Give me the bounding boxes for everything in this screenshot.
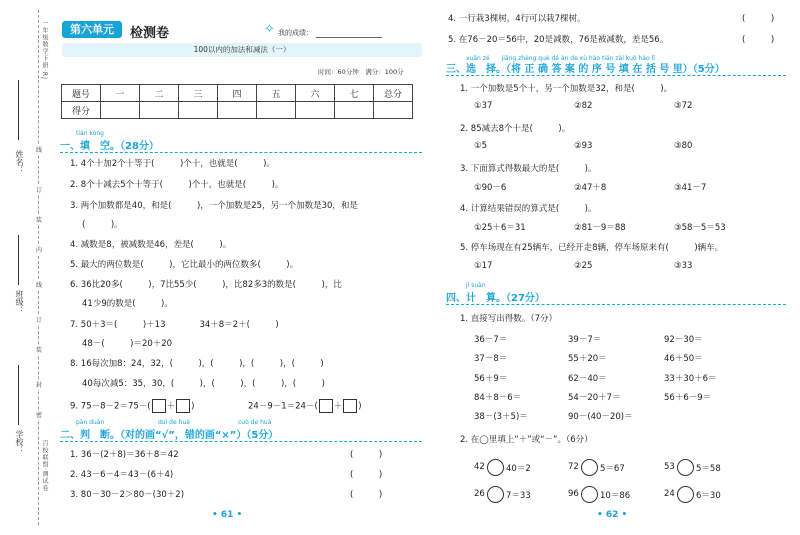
section-divider xyxy=(60,441,422,442)
score-input-cell[interactable] xyxy=(101,102,140,119)
fill-question-9a: 9. 75－8－2＝75－( ＋ ) xyxy=(70,399,194,413)
fill-question-3-cont: ( )。 xyxy=(82,220,123,230)
my-score-label: 我的成绩： xyxy=(278,29,313,37)
calc-item: 62－40＝ xyxy=(568,374,607,384)
choose-option[interactable]: ①25＋6＝31 xyxy=(474,223,526,233)
score-table-header-row xyxy=(62,85,413,102)
circle-left: 24 xyxy=(664,489,675,499)
choose-option[interactable]: ②25 xyxy=(574,261,593,271)
cut-char: 装 xyxy=(36,217,43,224)
cut-char: 密 xyxy=(36,412,43,419)
score-cell: 题号 xyxy=(62,85,101,102)
cut-char: 线 xyxy=(36,147,43,154)
judge-question-2: 2. 43－6－4＝43－(6＋4) xyxy=(70,470,174,480)
choose-option[interactable]: ①5 xyxy=(474,141,488,151)
fill-question-2: 2. 8个十减去5个十等于( )个十，也就是( )。 xyxy=(70,180,284,190)
score-cell: 二 xyxy=(140,85,179,102)
section-title-choose: 三、选 择。（将 正 确 答 案 的 序 号 填 在 括 号 里）（5分） xyxy=(446,64,725,75)
answer-box[interactable] xyxy=(343,399,357,413)
unit-badge: 第六单元 xyxy=(62,21,122,38)
score-input-cell[interactable] xyxy=(257,102,296,119)
section-pinyin: duì de huà xyxy=(158,419,190,426)
fill-question-7: 7. 50＋3＝( )＋13 34＋8＝2＋( ) xyxy=(70,320,279,330)
score-input-cell[interactable] xyxy=(179,102,218,119)
fill-question-9b-text: 24－9－1＝24－( xyxy=(248,401,318,412)
section-pinyin: xuǎn zé jiāng zhèng què dá àn de xù hào tián zài kuò hào lǐ xyxy=(466,55,655,62)
judge-answer-4[interactable]: ( ) xyxy=(742,14,775,24)
choose-question-5: 5. 停车场现在有25辆车，已经开走8辆，停车场原来有( )辆车。 xyxy=(460,243,724,253)
circle-right: 7＝33 xyxy=(506,491,531,501)
page-title: 检测卷 xyxy=(130,26,170,41)
fill-question-6-cont: 41少9的数是( )。 xyxy=(82,299,173,309)
choose-option[interactable]: ③33 xyxy=(674,261,693,271)
section-pinyin: pàn duàn xyxy=(76,419,105,426)
calc-item: 90－(40－20)＝ xyxy=(568,412,633,422)
section-divider xyxy=(446,75,786,76)
fill-question-8-cont: 40每次减5：35，30，( )，( )，( )，( ) xyxy=(82,379,325,389)
section-divider xyxy=(446,304,786,305)
score-cell: 六 xyxy=(296,85,335,102)
answer-box[interactable] xyxy=(176,399,190,413)
score-cell: 一 xyxy=(101,85,140,102)
answer-box[interactable] xyxy=(152,399,166,413)
circle-right: 5＝58 xyxy=(696,464,721,474)
score-cell: 三 xyxy=(179,85,218,102)
cut-char: 内 xyxy=(36,247,43,254)
circle-right: 6＝30 xyxy=(696,491,721,501)
answer-box[interactable] xyxy=(319,399,333,413)
choose-option[interactable]: ①17 xyxy=(474,261,493,271)
judge-answer-5[interactable]: ( ) xyxy=(742,35,775,45)
fill-question-4: 4. 减数是8，被减数是46，差是( )。 xyxy=(70,240,232,250)
score-input-cell[interactable] xyxy=(218,102,257,119)
operator-circle[interactable] xyxy=(581,459,598,476)
section-divider xyxy=(60,152,422,153)
binding-sidebar xyxy=(0,0,48,535)
operator-circle[interactable] xyxy=(677,486,694,503)
score-input-cell[interactable] xyxy=(296,102,335,119)
choose-option[interactable]: ②47＋8 xyxy=(574,183,607,193)
score-input-cell[interactable] xyxy=(140,102,179,119)
circle-left: 53 xyxy=(664,462,675,472)
section-pinyin: tián kòng xyxy=(76,130,104,137)
name-label: 姓名： xyxy=(15,150,24,174)
score-input-cell[interactable] xyxy=(335,102,374,119)
calc-item: 92－30＝ xyxy=(664,335,703,345)
circle-right: 5＝67 xyxy=(600,464,625,474)
judge-answer-2[interactable]: ( ) xyxy=(350,470,383,480)
score-input-cell[interactable] xyxy=(374,102,413,119)
score-cell: 五 xyxy=(257,85,296,102)
calc-item: 39－7＝ xyxy=(568,335,602,345)
calc-item: 33＋30＋6＝ xyxy=(664,374,717,384)
calc-item: 38－(3＋5)＝ xyxy=(474,412,528,422)
class-line xyxy=(18,235,19,285)
calc-item: 54－20＋7＝ xyxy=(568,393,621,403)
judge-question-1: 1. 36－(2＋8)＝36＋8＝42 xyxy=(70,450,179,460)
school-line xyxy=(18,365,19,425)
circle-right: 40＝2 xyxy=(506,464,531,474)
section-pinyin: jì suàn xyxy=(466,282,486,289)
star-icon: ✧ xyxy=(264,22,275,37)
operator-circle[interactable] xyxy=(581,486,598,503)
calc-item: 56＋6－9＝ xyxy=(664,393,712,403)
choose-option[interactable]: ③80 xyxy=(674,141,693,151)
fill-question-3: 3. 两个加数都是40，和是( )，一个加数是25，另一个加数是30，和是 xyxy=(70,201,358,211)
school-label: 学校： xyxy=(15,430,24,454)
judge-answer-1[interactable]: ( ) xyxy=(350,450,383,460)
score-cell: 四 xyxy=(218,85,257,102)
fill-question-1: 1. 4个十加2个十等于( )个十，也就是( )。 xyxy=(70,159,275,169)
calc-item: 55＋20＝ xyxy=(568,354,607,364)
judge-answer-3[interactable]: ( ) xyxy=(350,490,383,500)
direct-calc-title: 1. 直接写出得数。（7分） xyxy=(460,314,557,324)
calc-item: 84＋8－6＝ xyxy=(474,393,522,403)
cut-char: 订 xyxy=(36,317,43,324)
score-table-score-row xyxy=(62,102,413,119)
calc-item: 46＋50＝ xyxy=(664,354,703,364)
calc-item: 37－8＝ xyxy=(474,354,508,364)
choose-option[interactable]: ①37 xyxy=(474,101,493,111)
choose-option[interactable]: ②82 xyxy=(574,101,593,111)
fill-question-8: 8. 16每次加8：24，32，( )，( )，( )，( ) xyxy=(70,359,324,369)
time-score-meta: 时间：60分钟 满分：100分 xyxy=(318,68,404,76)
circle-left: 42 xyxy=(474,462,485,472)
choose-option[interactable]: ①90－6 xyxy=(474,183,507,193)
choose-option[interactable]: ②81－9＝88 xyxy=(574,223,626,233)
school-strip: 百校联盟·测试卷 xyxy=(41,440,48,492)
cut-char: 封 xyxy=(36,382,43,389)
operator-circle[interactable] xyxy=(677,459,694,476)
circle-right: 10＝86 xyxy=(600,491,631,501)
score-table xyxy=(61,84,413,119)
name-line xyxy=(18,80,19,140)
fill-question-6: 6. 36比20多( )，7比55少( )，比82多3的数是( )，比 xyxy=(70,280,342,290)
operator-circle[interactable] xyxy=(487,486,504,503)
page-number-left: • 61 • xyxy=(212,510,243,520)
cut-char: 装 xyxy=(36,347,43,354)
fill-question-7-cont: 48－( )＝20＋20 xyxy=(82,339,173,349)
circle-left: 72 xyxy=(568,462,579,472)
section-title-calc: 四、计 算。（27分） xyxy=(446,293,545,304)
choose-question-1: 1. 一个加数是5个十，另一个加数是32，和是( )。 xyxy=(460,84,673,94)
section-pinyin: cuò de huà xyxy=(238,419,272,426)
circle-left: 26 xyxy=(474,489,485,499)
section-title-fill: 一、填 空。（28分） xyxy=(60,141,159,152)
fill-question-9a-text: 9. 75－8－2＝75－( xyxy=(70,401,151,412)
choose-question-2: 2. 85减去8个十是( )。 xyxy=(460,124,571,134)
cut-char: 线 xyxy=(36,282,43,289)
grade-strip: 一年级数学下册·RJ xyxy=(41,20,48,80)
subtitle-bar: 100以内的加法和减法（一） xyxy=(62,43,422,57)
choose-question-4: 4. 计算结果错误的算式是( )。 xyxy=(460,204,597,214)
choose-option[interactable]: ③72 xyxy=(674,101,693,111)
judge-question-4: 4. 一行栽3棵树，4行可以栽7棵树。 xyxy=(448,14,586,24)
calc-item: 56＋9＝ xyxy=(474,374,508,384)
choose-option[interactable]: ②93 xyxy=(574,141,593,151)
cut-line xyxy=(38,10,39,525)
circle-calc-title: 2. 在◯里填上“＋”或“－”。（6分） xyxy=(460,435,593,445)
class-label: 班级： xyxy=(15,290,24,314)
fill-question-9b: 24－9－1＝24－( ＋ ) xyxy=(248,399,362,413)
score-cell: 得分 xyxy=(62,102,101,119)
fill-question-5: 5. 最大的两位数是( )，它比最小的两位数多( )。 xyxy=(70,260,299,270)
judge-question-3: 3. 80－30－2＞80－(30＋2) xyxy=(70,490,185,500)
choose-option[interactable]: ③58－5＝53 xyxy=(674,223,726,233)
score-cell: 七 xyxy=(335,85,374,102)
circle-left: 96 xyxy=(568,489,579,499)
operator-circle[interactable] xyxy=(487,459,504,476)
my-score-line xyxy=(316,37,382,38)
page-number-right: • 62 • xyxy=(597,510,628,520)
score-cell: 总分 xyxy=(374,85,413,102)
section-title-judge: 二、判 断。（对的画“√”，错的画“×”）（5分） xyxy=(60,430,279,441)
cut-char: 订 xyxy=(36,187,43,194)
choose-option[interactable]: ③41－7 xyxy=(674,183,707,193)
calc-item: 36－7＝ xyxy=(474,335,508,345)
choose-question-3: 3. 下面算式得数最大的是( )。 xyxy=(460,164,597,174)
judge-question-5: 5. 在76－20＝56中，20是减数，76是被减数，差是56。 xyxy=(448,35,669,45)
